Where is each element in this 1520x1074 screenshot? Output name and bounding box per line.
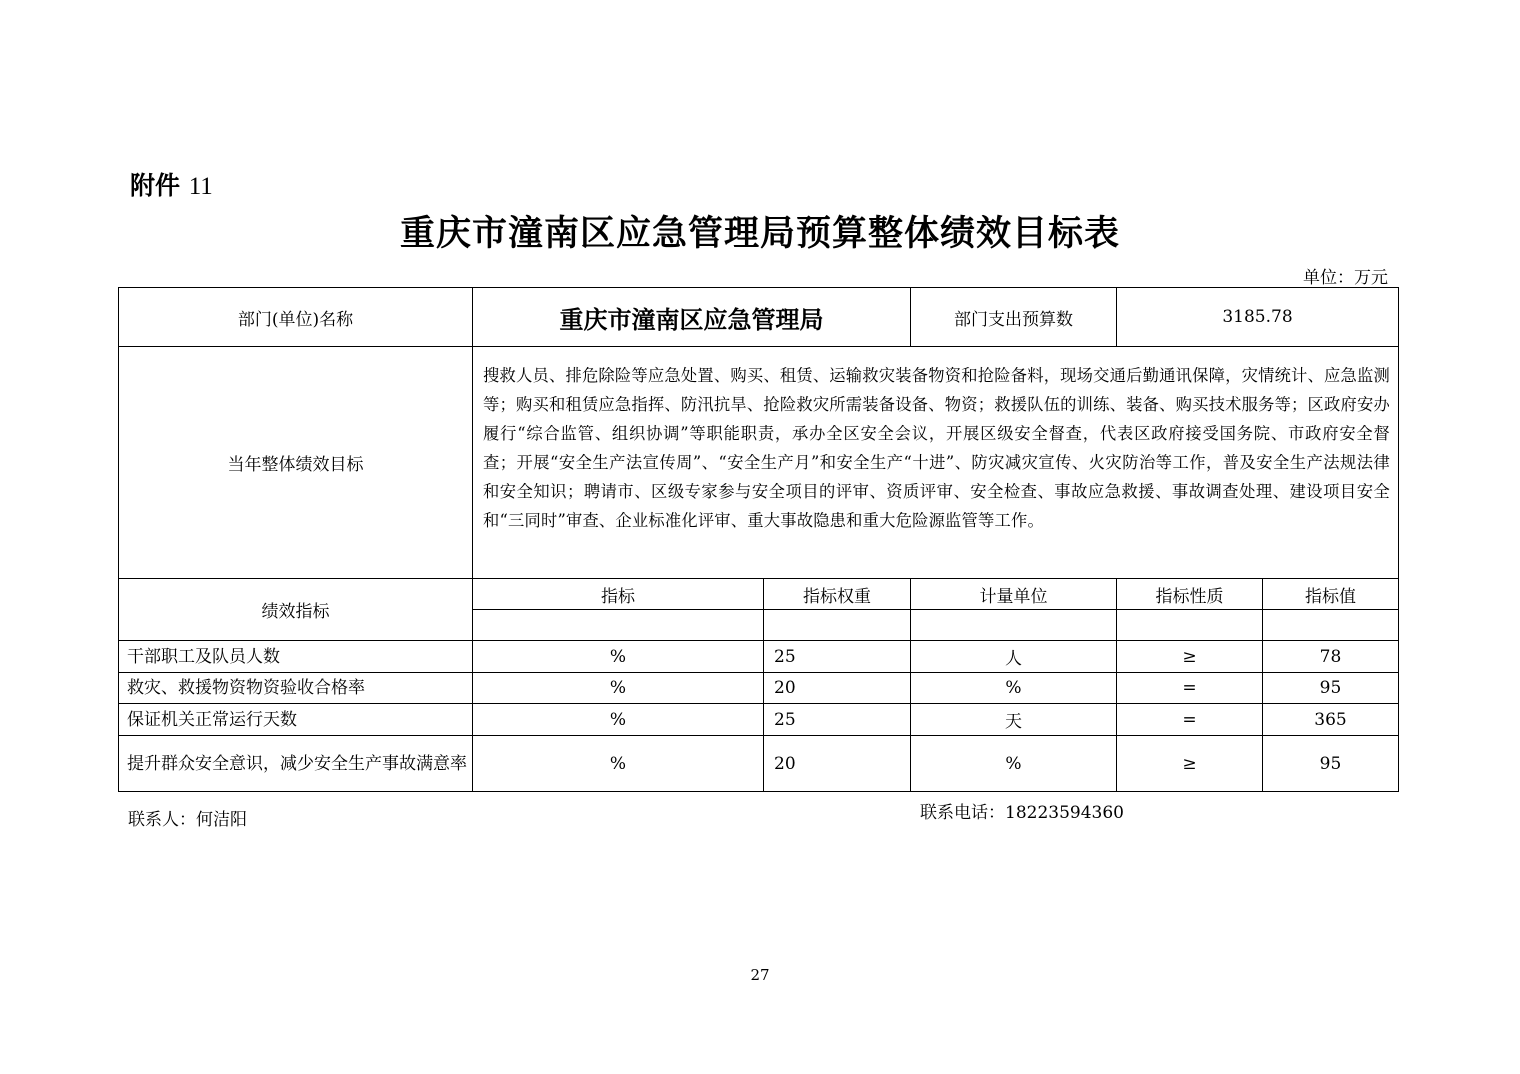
blank-cell bbox=[473, 610, 764, 641]
dept-label-cell: 部门(单位)名称 bbox=[119, 288, 473, 347]
blank-cell bbox=[764, 610, 911, 641]
row-value-cell: 365 bbox=[1263, 704, 1399, 736]
performance-table bbox=[118, 287, 1399, 792]
indicator-header-row bbox=[119, 579, 1399, 610]
row-weight-cell: 20 bbox=[764, 673, 911, 704]
attachment-label bbox=[130, 166, 213, 202]
row-weight-cell: 20 bbox=[764, 736, 911, 792]
table-row bbox=[119, 673, 1399, 704]
col-header-weight: 指标权重 bbox=[764, 579, 911, 610]
goal-text-cell: 搜救人员、排危除险等应急处置、购买、租赁、运输救灾装备物资和抢险备料，现场交通后勤通讯保障，灾情统计、应急监测等；购买和租赁应急指挥、防汛抗旱、抢险救灾所需装备设备、物资；救援队伍的训练、装备、购买技术服务等；区政府安办履行“综合监管、组织协调”等职能职责，承办全区安全会议，开展区级安全督查，代表区政府接受国务院、市政府安全督查；开展“安全生产法宣传周”、“安全生产月”和安全生产“十进”、防灾减灾宣传、火灾防治等工作，普及安全生产法规法律和安全知识；聘请市、区级专家参与安全项目的评审、资质评审、安全检查、事故应急救援、事故调查处理、建设项目安全和“三同时”审查、企业标准化评审、重大事故隐患和重大危险源监管等工作。 bbox=[473, 347, 1399, 579]
row-value-cell: 78 bbox=[1263, 641, 1399, 673]
table-row bbox=[119, 736, 1399, 792]
attachment-number: 11 bbox=[188, 173, 213, 200]
attachment-label-text: 附件 bbox=[130, 171, 181, 200]
page-number: 27 bbox=[750, 966, 770, 984]
dept-name-cell: 重庆市潼南区应急管理局 bbox=[473, 288, 911, 347]
row-indicator-cell: % bbox=[473, 736, 764, 792]
contact-person: 联系人：何洁阳 bbox=[128, 810, 247, 830]
budget-label-cell: 部门支出预算数 bbox=[911, 288, 1117, 347]
row-value-cell: 95 bbox=[1263, 673, 1399, 704]
row-nature-cell: ≥ bbox=[1117, 641, 1263, 673]
col-header-unit: 计量单位 bbox=[911, 579, 1117, 610]
row-unit-cell: % bbox=[911, 673, 1117, 704]
row-unit-cell: 人 bbox=[911, 641, 1117, 673]
row-name-cell: 救灾、救援物资物资验收合格率 bbox=[119, 673, 473, 704]
goal-row bbox=[119, 347, 1399, 579]
row-unit-cell: 天 bbox=[911, 704, 1117, 736]
blank-cell bbox=[1263, 610, 1399, 641]
table-row bbox=[119, 641, 1399, 673]
row-weight-cell: 25 bbox=[764, 641, 911, 673]
row-indicator-cell: % bbox=[473, 673, 764, 704]
row-name-cell: 保证机关正常运行天数 bbox=[119, 704, 473, 736]
row-name-cell: 干部职工及队员人数 bbox=[119, 641, 473, 673]
contact-phone: 联系电话：18223594360 bbox=[920, 803, 1124, 823]
col-header-value: 指标值 bbox=[1263, 579, 1399, 610]
row-nature-cell: = bbox=[1117, 673, 1263, 704]
row-unit-cell: % bbox=[911, 736, 1117, 792]
page-title: 重庆市潼南区应急管理局预算整体绩效目标表 bbox=[399, 214, 1120, 254]
row-weight-cell: 25 bbox=[764, 704, 911, 736]
indicator-label-cell: 绩效指标 bbox=[119, 579, 473, 641]
row-indicator-cell: % bbox=[473, 641, 764, 673]
row-indicator-cell: % bbox=[473, 704, 764, 736]
dept-row bbox=[119, 288, 1399, 347]
col-header-indicator: 指标 bbox=[473, 579, 764, 610]
row-nature-cell: ≥ bbox=[1117, 736, 1263, 792]
row-name-cell: 提升群众安全意识，减少安全生产事故满意率 bbox=[119, 736, 473, 792]
table-row bbox=[119, 704, 1399, 736]
unit-label: 单位：万元 bbox=[1303, 268, 1388, 288]
budget-value-cell: 3185.78 bbox=[1117, 288, 1399, 347]
goal-label-cell: 当年整体绩效目标 bbox=[119, 347, 473, 579]
row-nature-cell: = bbox=[1117, 704, 1263, 736]
col-header-nature: 指标性质 bbox=[1117, 579, 1263, 610]
blank-cell bbox=[911, 610, 1117, 641]
blank-cell bbox=[1117, 610, 1263, 641]
row-value-cell: 95 bbox=[1263, 736, 1399, 792]
